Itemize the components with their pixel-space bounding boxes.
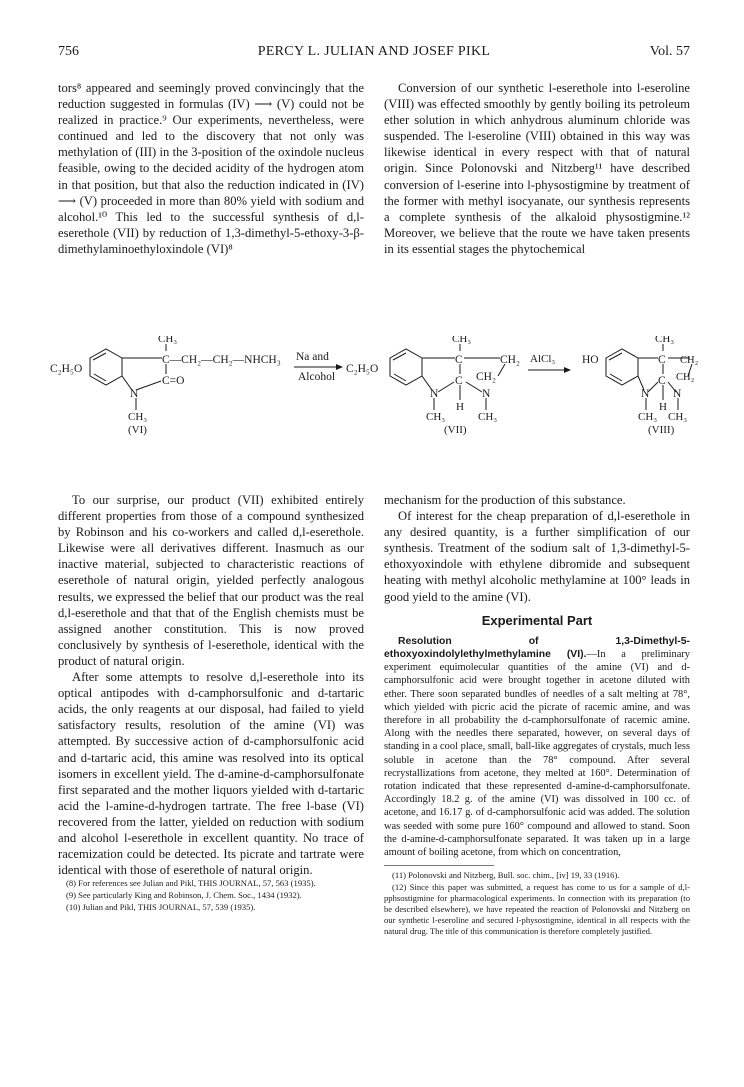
footnote: (8) For references see Julian and Pikl, THIS JOURNAL, 57, 563 (1935).: [66, 878, 316, 889]
reaction-scheme-svg: [50, 336, 700, 486]
right-column-top: [384, 80, 690, 257]
arrow2-reagent: AlCl₃: [530, 353, 556, 365]
viii-n-methyl-1: CH₃: [638, 411, 658, 423]
footnote: (11) Polonovski and Nitzberg, Bull. soc. chim., [iv] 19, 33 (1916).: [392, 870, 620, 881]
viii-carbon: C: [658, 354, 666, 366]
paragraph: tors⁸ appeared and seemingly proved convincingly that the reduction suggested in formulas (IV) ⟶ (V) could not be realized in practice.⁹ Our experiments, nevertheless, were continued and led to the discovery that not only was methylation of (III) in the 3-position of the oxindole nucleus feasible, owing to the decided acidity of the hydrogen atom in that position, but that also the reduction indicated in (IV) ⟶ (V) proceeded in more than 80% yield with sodium and alcohol.¹⁰ This led to the successful synthesis of d,l-eserethole (VII) by reduction of 1,3-dimethyl-5-ethoxy-3-β-dimethylaminoethyloxindole (VI)⁸: [58, 81, 364, 256]
viii-hydroxy: HO: [582, 354, 599, 366]
arrow-head-1: [336, 364, 343, 370]
vii-ch3-top: CH₃: [452, 336, 472, 345]
viii-nitrogen-2: N: [673, 388, 682, 400]
paragraph: Of interest for the cheap preparation of d,l-eserethole in any desired quantity, is a further simplification of our synthesis. Treatment of the sodium salt of 1,3-dimethyl-5-ethoxyoxindole with ethylene dibromide and subsequent heating with methyl alcoholic methylamine at 100° leads in good yield to the amine (VI).: [384, 509, 690, 604]
vi-n-methyl: CH₃: [128, 411, 148, 423]
section-title: Experimental Part: [481, 612, 593, 628]
viii-label: (VIII): [648, 424, 675, 436]
experimental-lead: Resolution of 1,3-Dimethyl-5-ethoxyoxindolylethylmethylamine (VI).: [384, 635, 690, 660]
paragraph: Conversion of our synthetic l-eserethole into l-eseroline (VIII) was effected smoothly by gently boiling its petroleum ether solution in which anhydrous aluminum chloride was suspended. The l-eseroline (VIII) obtained in this way was likewise identical in every respect with that of natural origin. Since Polonovski and Nitzberg¹¹ have described conversion of l-eserine into l-physostigmine by treatment of the former with methyl isocyanate, our synthesis represents a complete synthesis of the alkaloid physostigmine.¹² Moreover, we believe that the route we have taken presents in its essential stages the phytochemical: [384, 81, 690, 256]
left-column-bottom: [58, 492, 364, 914]
viii-n-methyl-2: CH₃: [668, 411, 688, 423]
arrow1-conditions: Alcohol: [298, 371, 336, 383]
experimental-text: —In a preliminary experiment equimolecular quantities of the amine (VI) and d-camphorsulfonic acid were brought together in acetone diluted with ether. There soon separated bundles of needles of a salt melting at 78°, which yielded with picric acid the picrate of racemic amine, and was therefore in all probability the d-camphorsulfonate of racemic amine. Along with the needles there separated, however, on several days of standing in a cool place, small, ball-like aggregates of crystals, much less soluble in acetone than the 78° compound. After several recrystallizations from acetone, they melted at 160°. Determination of rotation indicated that these represented d-amine-d-camphorsulfonate. Accordingly 18.2 g. of the amine (VI) was dissolved in 100 cc. of acetone, and 16.17 g. of d-camphorsulfonic acid was added. The solution was seeded with some pure 160° compound and allowed to stand. Soon the d-amine-d-camphorsulfonate separated. It was taken up in a large amount of boiling acetone, from which on concentration,: [384, 648, 690, 858]
vi-nitrogen: N: [130, 388, 139, 400]
vii-carbon-lower: C: [455, 375, 463, 387]
footnotes-left: [58, 878, 364, 913]
footnote: (10) Julian and Pikl, THIS JOURNAL, 57, 539 (1935).: [66, 902, 256, 913]
viii-ch2: CH₂: [680, 355, 699, 366]
vii-hydrogen: H: [456, 401, 464, 413]
paragraph: After some attempts to resolve d,l-eserethole into its optical antipodes with d-camphorsulfonic and d-tartaric acids, the only reagents at our disposal, had failed to yield satisfactory results, resolution of the amine (VI) was attempted. By successive action of d-camphorsulfonic acid and d-tartaric acid, this amine was resolved into its optical isomers in excellent yield. The d-amine-d-camphorsulfonate first separated and the mother liquors yielded with d-tartaric acid the l-amine-d-hydrogen tartrate. The free l-base (VI) recovered from the latter, yielded on reduction with sodium and alcohol l-eserethole in excellent quantity. No trace of racemization could be detected. Its picrate and tartrate were identical with those of eserethole of natural origin.: [58, 670, 364, 878]
volume-label: Vol. 57: [649, 44, 690, 59]
reaction-scheme: [50, 336, 700, 486]
paragraph: To our surprise, our product (VII) exhibited entirely different properties from those of a compound synthesized by Robinson and his co-workers and called d,l-eserethole. Likewise were all derivatives different. Inasmuch as our inactive material, subjected to characteristic reactions of eserethole of natural origin, yielded perfectly analogous results, we expressed the belief that our product was the real d,l-eserethole and that that of the English chemists must be assigned another constitution. This is now proved conclusively by synthesis of l-eserethole, identical with the product of natural origin.: [58, 493, 364, 668]
left-column-top: [58, 80, 364, 257]
arrow-head-2: [564, 367, 571, 373]
arrow1-reagent: Na and: [296, 351, 329, 363]
vii-ch2: CH₂: [500, 354, 520, 366]
footnote-divider: [384, 865, 494, 866]
paragraph: mechanism for the production of this substance.: [384, 493, 626, 507]
vi-carbonyl: C=O: [162, 375, 185, 387]
vi-ch3-top: CH₃: [158, 336, 178, 345]
experimental-paragraph: [384, 635, 690, 859]
vi-label: (VI): [128, 424, 147, 436]
viii-hydrogen: H: [659, 401, 667, 413]
benzene-ring-vii: [390, 349, 422, 385]
viii-nitrogen-1: N: [641, 388, 650, 400]
vi-ethoxy: C₂H₅O: [50, 363, 83, 375]
page-number: 756: [58, 44, 79, 59]
footnotes-right: [384, 870, 690, 937]
page-header: [58, 44, 690, 64]
vii-ch2-lower: CH₂: [476, 371, 496, 383]
vii-nitrogen-1: N: [430, 388, 439, 400]
running-title: PERCY L. JULIAN AND JOSEF PIKL: [257, 44, 491, 59]
vii-n-methyl-1: CH₃: [426, 411, 446, 423]
vii-nitrogen-2: N: [482, 388, 491, 400]
footnote: (9) See particularly King and Robinson, J. Chem. Soc., 1434 (1932).: [66, 890, 302, 901]
vii-ethoxy: C₂H₅O: [346, 363, 379, 375]
benzene-ring-viii: [606, 349, 638, 385]
vii-carbon: C: [455, 354, 463, 366]
viii-ch2-lower: CH₂: [676, 372, 695, 383]
vi-side-chain: C—CH₂—CH₂—NHCH₃: [162, 354, 281, 366]
vii-label: (VII): [444, 424, 467, 436]
footnote: (12) Since this paper was submitted, a request has come to us for a sample of d,l-pphsostigmine for pharmacological experiments. In connection with its preparation (to be described elsewhere), we have repeated the reaction of Polonovski and Nitzberg on our synthetic l-eseroline and secured l-physostigmine, identical in all respects with the natural drug. The title of this communication is therefore completely justified.: [384, 882, 690, 937]
benzene-ring-vi: [90, 349, 122, 385]
vii-n-methyl-2: CH₃: [478, 411, 498, 423]
viii-carbon-lower: C: [658, 375, 666, 387]
structure-vi-bonds: [90, 344, 166, 410]
right-column-bottom: [384, 492, 690, 938]
viii-ch3-top: CH₃: [655, 336, 675, 345]
